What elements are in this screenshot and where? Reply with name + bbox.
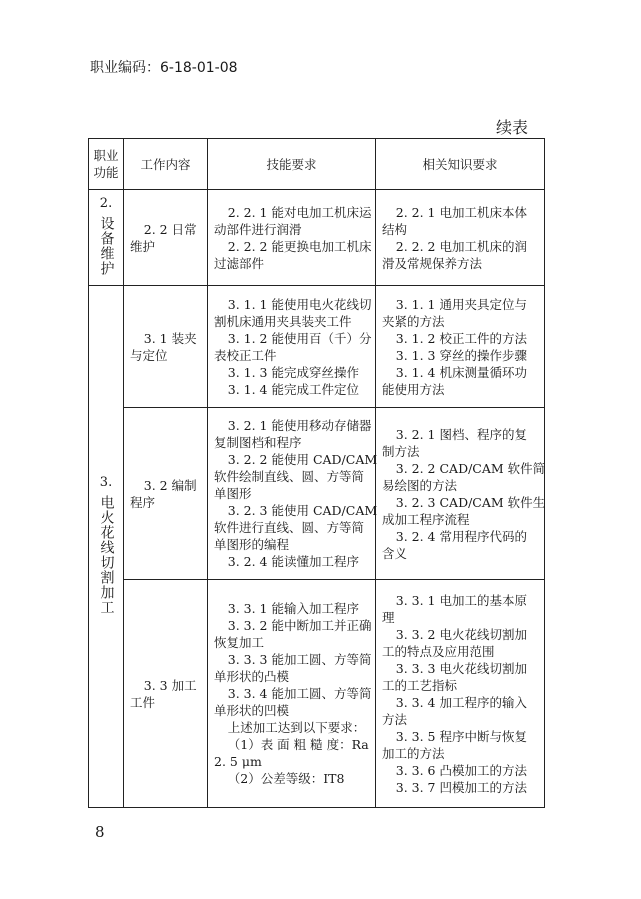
table-row [89, 408, 545, 580]
skill-cell: 3. 3. 1 能输入加工程序 3. 3. 2 能中断加工并正确 恢复加工 3. 3. 3 能加工圆、方等简 单形状的凸模 3. 3. 4 能加工圆、方等简 单形状的凹模 上述加工达到以下要求： （1）表 面 粗 糙 度：Ra 2. 5 μm （2）公差等级：IT8 [208, 580, 376, 808]
continuation-label: 续表 [496, 118, 529, 137]
work-content-cell: 2. 2 日常 维护 [124, 190, 208, 286]
function-cell-wire-edm: 3. 电火花线切割加工 [89, 286, 124, 808]
knowledge-cell: 3. 3. 1 电加工的基本原 理 3. 3. 2 电火花线切割加 工的特点及应用范围 3. 3. 3 电火花线切割加 工的工艺指标 3. 3. 4 加工程序的输入 方法 3. 3. 5 程序中断与恢复 加工的方法 3. 3. 6 凸模加工的方法 3. 3. 7 凹模加工的方法 [376, 580, 545, 808]
work-content-cell: 3. 2 编制 程序 [124, 408, 208, 580]
work-content-cell: 3. 3 加工 工件 [124, 580, 208, 808]
skill-cell: 3. 2. 1 能使用移动存储器 复制图档和程序 3. 2. 2 能使用 CAD/CAM 软件绘制直线、圆、方等简 单图形 3. 2. 3 能使用 CAD/CAM 软件进行直线、圆、方等简 单图形的编程 3. 2. 4 能读懂加工程序 [208, 408, 376, 580]
skill-cell: 3. 1. 1 能使用电火花线切 割机床通用夹具装夹工件 3. 1. 2 能使用百（千）分 表校正工件 3. 1. 3 能完成穿丝操作 3. 1. 4 能完成工件定位 [208, 286, 376, 408]
knowledge-cell: 2. 2. 1 电加工机床本体 结构 2. 2. 2 电加工机床的润 滑及常规保养方法 [376, 190, 545, 286]
table-row [89, 580, 545, 808]
skills-table [88, 138, 545, 808]
table-row [89, 286, 545, 408]
function-cell-equipment-maintenance: 2. 设备维护 [89, 190, 124, 286]
knowledge-cell: 3. 1. 1 通用夹具定位与 夹紧的方法 3. 1. 2 校正工件的方法 3. 1. 3 穿丝的操作步骤 3. 1. 4 机床测量循环功 能使用方法 [376, 286, 545, 408]
table-row [89, 190, 545, 286]
header-knowledge-requirements: 相关知识要求 [376, 139, 545, 190]
work-content-cell: 3. 1 装夹 与定位 [124, 286, 208, 408]
skill-cell: 2. 2. 1 能对电加工机床运 动部件进行润滑 2. 2. 2 能更换电加工机床 过滤部件 [208, 190, 376, 286]
knowledge-cell: 3. 2. 1 图档、程序的复 制方法 3. 2. 2 CAD/CAM 软件简 易绘图的方法 3. 2. 3 CAD/CAM 软件生 成加工程序流程 3. 2. 4 常用程序代码的 含义 [376, 408, 545, 580]
page-number: 8 [95, 823, 105, 841]
table-header-row [89, 139, 545, 190]
header-skill-requirements: 技能要求 [208, 139, 376, 190]
occupation-code: 职业编码：6-18-01-08 [90, 60, 238, 76]
header-work-content: 工作内容 [124, 139, 208, 190]
header-function: 职业 功能 [89, 139, 124, 190]
